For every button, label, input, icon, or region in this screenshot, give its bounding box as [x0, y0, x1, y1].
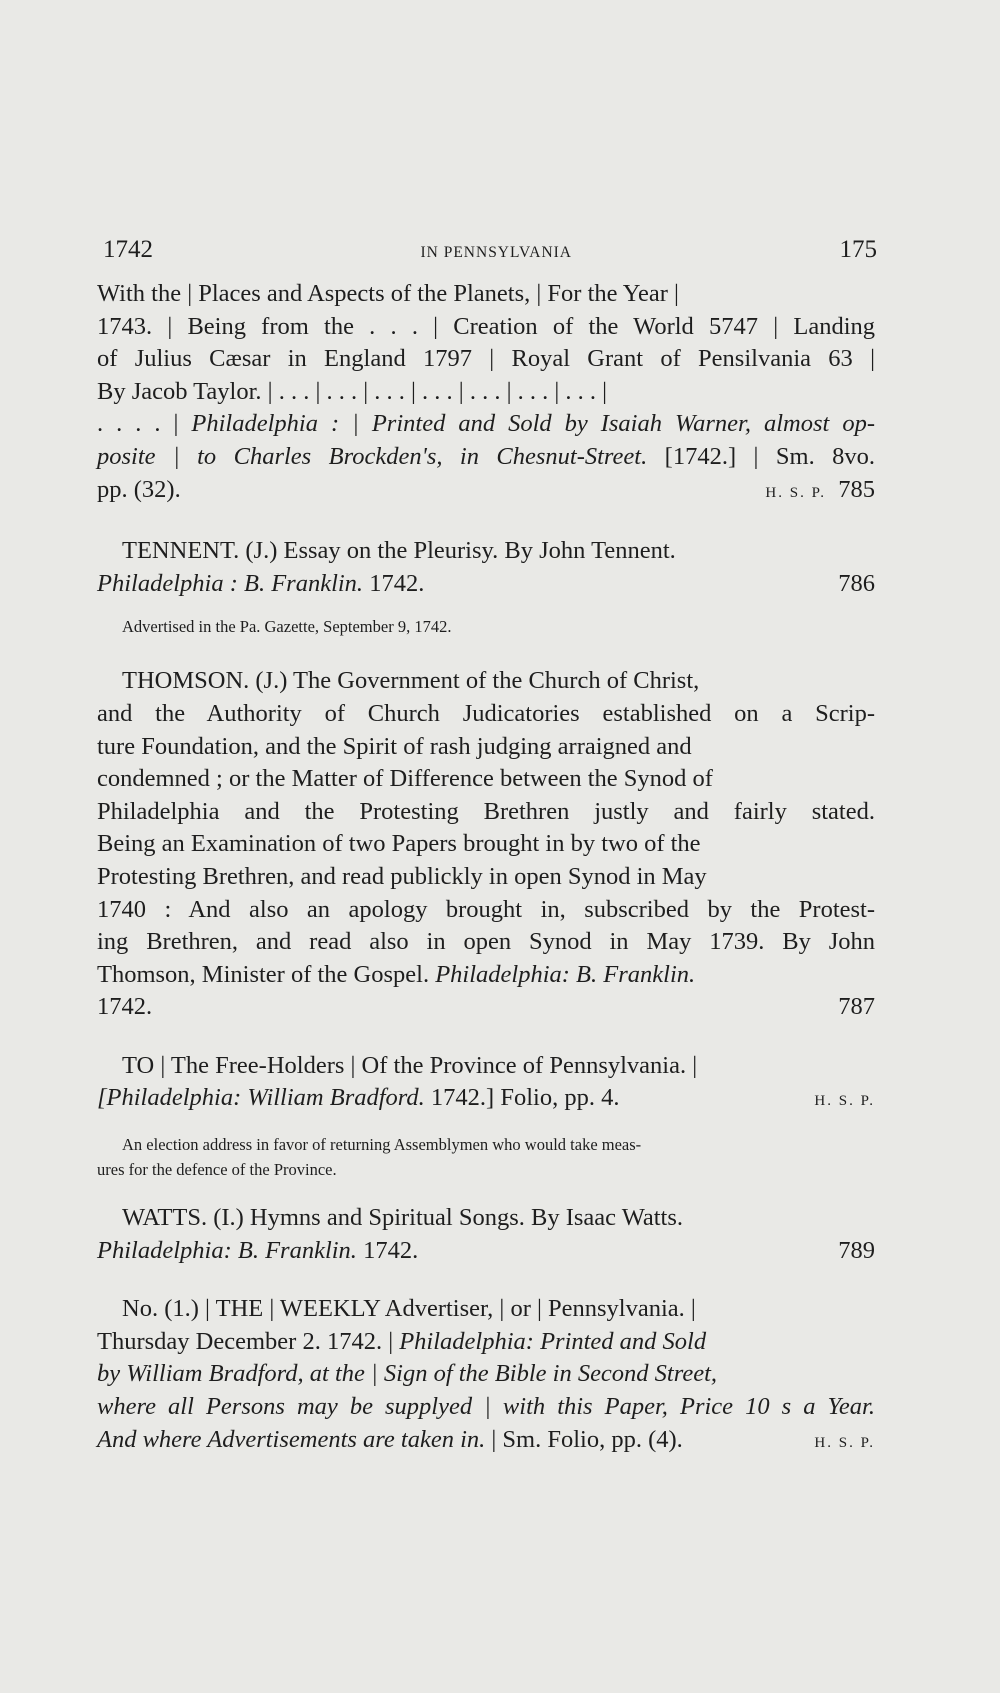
entry-790 — [97, 1293, 875, 1459]
entry-785-line-3: of Julius Cæsar in England 1797 | Royal Grant of Pensilvania 63 | — [97, 345, 875, 373]
entry-785 — [97, 278, 875, 509]
entry-785-line-6: posite | to Charles Brockden's, in Chesnut-Street. [1742.] | Sm. 8vo. — [97, 442, 876, 470]
entry-787-line-6: Being an Examination of two Papers brought in by two of the — [97, 830, 701, 858]
entry-785-line-2: 1743. | Being from the . . . | Creation of the World 5747 | Landing — [97, 312, 875, 340]
entry-787-line-9: ing Brethren, and read also in open Synod in May 1739. By John — [97, 928, 875, 956]
entry-785-line-5: . . . . | Philadelphia : | Printed and Sold by Isaiah Warner, almost op- — [97, 410, 875, 438]
entry-787-line-4: condemned ; or the Matter of Difference between the Synod of — [97, 765, 713, 793]
year-heading: 1742 — [103, 236, 153, 263]
entry-786 — [97, 535, 875, 639]
entry-790-line-5: And where Advertisements are taken in. | Sm. Folio, pp. (4). H. S. P. — [97, 1424, 875, 1460]
entry-785-line-1: With the | Places and Aspects of the Planets, | For the Year | — [97, 280, 679, 307]
entry-787 — [97, 665, 875, 1024]
entry-788 — [97, 1050, 875, 1182]
running-head — [103, 236, 877, 276]
library-code: H. S. P. — [765, 484, 826, 501]
entry-787-line-11: 1742. 787 — [97, 991, 875, 1024]
page-title: IN PENNSYLVANIA — [420, 244, 572, 261]
entry-788-line-1: TO | The Free-Holders | Of the Province of Pennsylvania. | — [122, 1051, 698, 1079]
entry-787-line-3: ture Foundation, and the Spirit of rash judging arraigned and — [97, 732, 692, 760]
entry-789-line-2: Philadelphia: B. Franklin. 1742. 789 — [97, 1235, 875, 1268]
entry-788-line-2: [Philadelphia: William Bradford. 1742.] Folio, pp. 4. H. S. P. — [97, 1082, 875, 1118]
entry-789 — [97, 1202, 875, 1267]
entry-786-line-2: Philadelphia : B. Franklin. 1742. 786 — [97, 568, 875, 601]
library-code: H. S. P. — [814, 1434, 875, 1451]
entry-number: 789 — [838, 1236, 875, 1264]
page-body — [97, 278, 875, 1459]
entry-788-note-line-2: ures for the defence of the Province. — [97, 1160, 337, 1180]
entry-790-line-1: No. (1.) | THE | WEEKLY Advertiser, | or | Pennsylvania. | — [122, 1295, 696, 1323]
entry-789-line-1: WATTS. (I.) Hymns and Spiritual Songs. By Isaac Watts. — [122, 1204, 684, 1232]
entry-786-line-1: TENNENT. (J.) Essay on the Pleurisy. By John Tennent. — [122, 537, 676, 565]
entry-790-line-3: by William Bradford, at the | Sign of the Bible in Second Street, — [97, 1360, 718, 1388]
entry-787-line-5: Philadelphia and the Protesting Brethren justly and fairly stated. — [97, 797, 875, 825]
entry-788-note-line-1: An election address in favor of returning Assemblymen who would take meas- — [122, 1135, 642, 1155]
entry-790-line-4: where all Persons may be supplyed | with this Paper, Price 10 s a Year. — [97, 1393, 875, 1421]
entry-787-line-10: Thomson, Minister of the Gospel. Philadelphia: B. Franklin. — [97, 960, 696, 988]
entry-number: 786 — [838, 569, 875, 597]
entry-number: 785 — [838, 475, 875, 503]
entry-790-line-2: Thursday December 2. 1742. | Philadelphia: Printed and Sold — [97, 1327, 707, 1355]
entry-785-line-4: By Jacob Taylor. | . . . | . . . | . . . | . . . | . . . | . . . | . . . | — [97, 377, 608, 405]
entry-786-note: Advertised in the Pa. Gazette, September 9, 1742. — [122, 617, 452, 637]
entry-787-line-1: THOMSON. (J.) The Government of the Church of Christ, — [122, 667, 700, 695]
entry-787-line-7: Protesting Brethren, and read publickly in open Synod in May — [97, 862, 707, 890]
page-number: 175 — [839, 236, 877, 263]
library-code: H. S. P. — [814, 1093, 875, 1110]
entry-787-line-8: 1740 : And also an apology brought in, subscribed by the Protest- — [97, 895, 875, 923]
entry-787-line-2: and the Authority of Church Judicatories established on a Scrip- — [97, 699, 875, 727]
entry-785-line-7: pp. (32). H. S. P. 785 — [97, 475, 875, 503]
entry-number: 787 — [838, 993, 875, 1021]
